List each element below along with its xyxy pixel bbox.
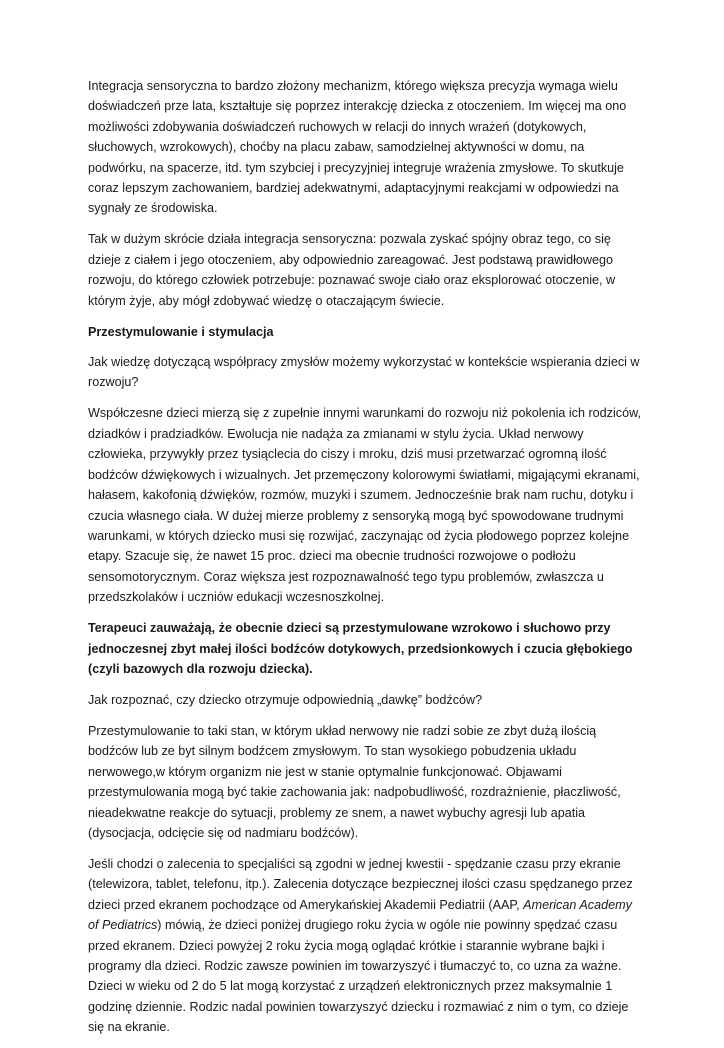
paragraph-therapists-bold: Terapeuci zauważają, że obecnie dzieci są przestymulowane wzrokowo i słuchowo przy jednoczesnej zbyt małej ilości bodźców dotykowych, przedsionkowych i czucia głębokiego (czyli bazowych dla rozwoju dziecka). xyxy=(88,621,633,676)
paragraph-question: Jak wiedzę dotyczącą współpracy zmysłów możemy wykorzystać w kontekście wspierania dzieci w rozwoju? xyxy=(88,355,640,390)
aap-name-italic: American Academy of Pediatrics xyxy=(88,897,632,933)
section-heading: Przestymulowanie i stymulacja xyxy=(88,324,274,339)
paragraph-screen-recommendations xyxy=(88,854,642,1038)
paragraph-dose-question: Jak rozpoznać, czy dziecko otrzymuje odpowiednią „dawkę” bodźców? xyxy=(88,692,483,707)
paragraph-overstimulation: Przestymulowanie to taki stan, w którym układ nerwowy nie radzi sobie ze zbyt dużą ilością bodźców lub ze byt silnym bodźcem zmysłowym. To stan wysokiego pobudzenia układu nerwowego,w którym organizm nie jest w stanie optymalnie funkcjonować. Objawami przestymulowania mogą być takie zachowania jak: nadpobudliwość, rozdrażnienie, płaczliwość, nieadekwatne reakcje do sytuacji, problemy ze snem, a nawet wybuchy agresji lub apatia (dysocjacja, odcięcie się od nadmiaru bodźców). xyxy=(88,723,621,840)
recommendations-text-end: ) mówią, że dzieci poniżej drugiego roku życia w ogóle nie powinny spędzać czasu przed ekranem. Dzieci powyżej 2 roku życia mogą oglądać krótkie i starannie wybrane bajki i programy dla dzieci. Rodzic zawsze powinien im towarzyszyć i tłumaczyć to, co uzna za ważne. Dzieci w wieku od 2 do 5 lat mogą korzystać z urządzeń elektronicznych przez maksymalnie 1 godzinę dziennie. Rodzic nadal powinien towarzyszyć dziecku i rozmawiać z nim o tym, co dzieje się na ekranie. xyxy=(88,918,629,1035)
paragraph-summary: Tak w dużym skrócie działa integracja sensoryczna: pozwala zyskać spójny obraz tego, co się dzieje z ciałem i jego otoczeniem, aby odpowiednio zareagować. Jest podstawą prawidłowego rozwoju, do którego człowiek potrzebuje: poznawać swoje ciało oraz eksplorować otoczenie, w którym żyje, aby mógł zdobywać wiedzę o otaczającym świecie. xyxy=(88,232,616,308)
recommendations-text-start: Jeśli chodzi o zalecenia to specjaliści są zgodni w jednej kwestii - spędzanie czasu przy ekranie (telewizora, tablet, telefonu, itp.). Zalecenia dotyczące bezpiecznej ilości czasu spędzanego przez dzieci przed ekranem pochodzące od Amerykańskiej Akademii Pediatrii (AAP, xyxy=(88,856,633,912)
paragraph-intro: Integracja sensoryczna to bardzo złożony mechanizm, którego większa precyzja wymaga wielu doświadczeń prze lata, kształtuje się poprzez interakcję dziecka z otoczeniem. Im więcej ma ono możliwości zdobywania doświadczeń ruchowych w relacji do innych wrażeń (dotykowych, słuchowych, wzrokowych), choćby na placu zabaw, samodzielnej aktywności w domu, na podwórku, na spacerze, itd. tym szybciej i precyzyjniej integruje wrażenia zmysłowe. To skutkuje coraz lepszym zachowaniem, bardziej adekwatnymi, adaptacyjnymi reakcjami w odpowiedzi na sygnały ze środowiska. xyxy=(88,79,627,216)
paragraph-modern-children: Współczesne dzieci mierzą się z zupełnie innymi warunkami do rozwoju niż pokolenia ich rodziców, dziadków i pradziadków. Ewolucja nie nadąża za zmianami w stylu życia. Układ nerwowy człowieka, przywykły przez tysiąclecia do ciszy i mroku, dziś musi przetwarzać ogromną ilość bodźców dźwiękowych i wizualnych. Jet przemęczony kolorowymi światłami, migającymi ekranami, hałasem, kakofonią dźwięków, rozmów, muzyki i szumem. Jednocześnie brak nam ruchu, dotyku i czucia własnego ciała. W dużej mierze problemy z sensoryką mogą być spowodowane trudnymi warunkami, w których dziecko musi się rozwijać, zaczynając od życia płodowego poprzez kolejne etapy. Szacuje się, że nawet 15 proc. dzieci ma obecnie trudności rozwojowe o podłożu sensomotorycznym. Coraz większa jest rozpoznawalność tego typu problemów, zwłaszcza u przedszkolaków i uczniów edukacji wczesnoszkolnej. xyxy=(88,406,641,605)
document-page xyxy=(88,76,642,1048)
